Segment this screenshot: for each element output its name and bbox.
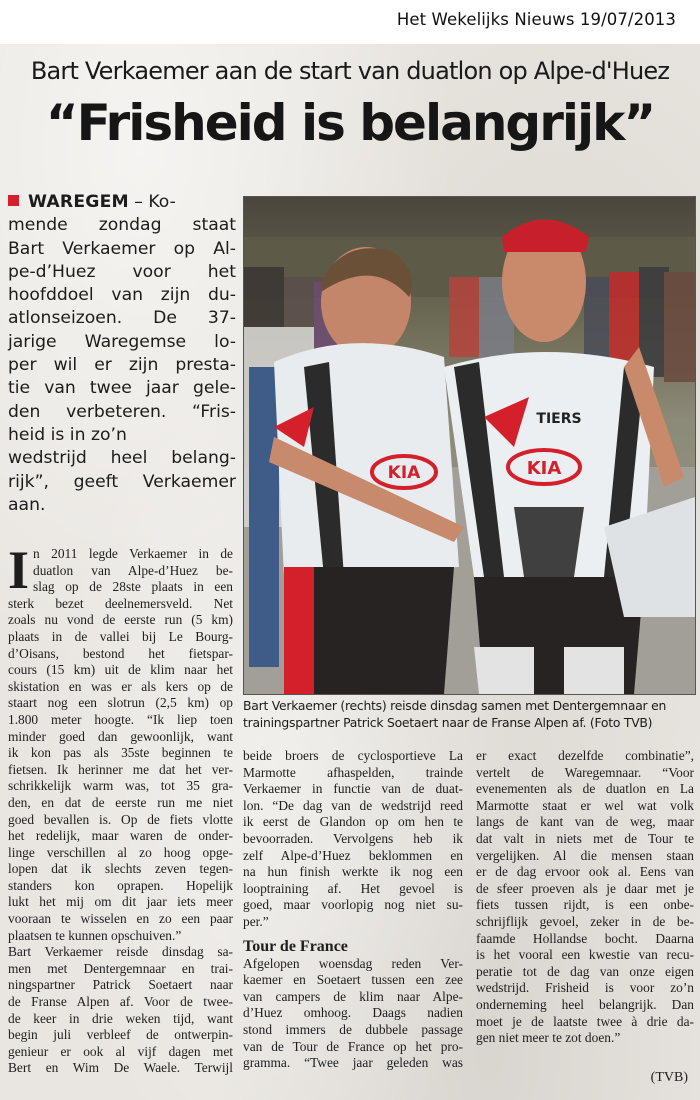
publication-date: Het Wekelijks Nieuws 19/07/2013	[396, 10, 676, 29]
lead-line: Bart Verkaemer op Al-	[8, 238, 236, 259]
photo-caption: Bart Verkaemer (rechts) reisde dinsdag samen met Dentergemnaar en trainingspartner Patrick Soetaert naar de Franse Alpen af. (Foto TVB)	[243, 698, 667, 730]
svg-text:KIA: KIA	[387, 463, 421, 483]
article-kicker: Bart Verkaemer aan de start van duatlon op Alpe-d'Huez	[30, 57, 670, 85]
lead-line: jarige Waregemse lo-	[8, 331, 236, 352]
lead-line: atlonseizoen. De 37-	[8, 308, 236, 329]
svg-text:KIA: KIA	[526, 458, 562, 479]
drop-cap: I	[8, 540, 30, 600]
author-credit: (TVB)	[650, 1070, 688, 1085]
article-lead: WAREGEM – Ko- mende zondag staat Bart Verkaemer op Al- pe-d’Huez voor het hoofddoel van zijn du- atlonseizoen. De 37- jarige Waregemse lo- per wil er zijn presta- tie van twee jaar gele- den verbeteren. “Fris- heid is in zo’n wedstrijd heel belang- rijk”, geeft Verkaemer aan.	[8, 191, 236, 517]
lead-line: rijk”, geeft Verkaemer	[8, 471, 236, 492]
article-column-2: beide broers de cyclosportieve La Marmotte afhaspelden, trainde Verkaemer in functie van de duat- lon. “De dag van de wedstrijd reed ik eerst de Glandon op om hen te bevoorraden. Vervolgens heb ik zelf Alpe-d’Huez beklommen en na hun finish werkte ik nog een looptraining af. Het gevoel is goed, maar voorlopig nog niet su- per.” Tour de France Afgelopen woensdag reden Ver- kaemer en Soetaert tussen een zee van campers de klim naar Alpe- d’Huez omhoog. Daags nadien stond immers de dubbele passage van de Tour de France op het pro- gramma. “Twee jaar geleden was	[243, 748, 463, 1071]
article-column-3: er exact dezelfde combinatie”, vertelt de Waregemnaar. “Voor evenementen als de duatlon en La Marmotte staat er wel wat volk langs de kant van de weg, maar dat valt in niets met de Tour te vergelijken. Al die mensen staan er de dag ervoor ook al. Eens van de sfeer proeven als je daar met je fiets tussen rijdt, is een onbe- schrijflijk gevoel, zeker in de be- faamde Hollandse bocht. Daarna is het vooral een kwestie van recu- peratie tot de dag van onze eigen wedstrijd. Frisheid is voor zo’n onderneming heel belangrijk. Dan moet je de laatste twee à drie da- gen niet meer te zot doen.”	[476, 748, 694, 1046]
dateline: WAREGEM	[28, 192, 129, 212]
lead-line: mende zondag staat	[8, 215, 236, 236]
article-column-1: I n 2011 legde Verkaemer in de duatlon van Alpe-d’Huez be- slag op de 28ste plaats in een sterk bezet deelnemersveld. Net zoals nu vond de eerste run (5 km) plaats in de vallei bij Le Bourg- d’Oisans, bestond het fietspar- cours (15 km) uit de klim naar het skistation en was er als kers op de staart nog een slotrun (2,5 km) op 1.800 meter hoogte. “Ik liep toen minder goed dan gewoonlijk, want ik kon pas als 35ste beginnen te fietsen. Ik herinner me dat het ver- schrikkelijk warm was, tot 35 gra- den, en dat de eerste run me niet goed bevallen is. Op de fiets vlotte het redelijk, maar waren de onder- linge verschillen al zo hoog opge- lopen dat ik slechts zeven tegen- standers kon oprapen. Hopelijk lukt het mij om dit jaar iets meer vooraan te wisselen en zo een paar plaatsen te kunnen opschuiven.” Bart Verkaemer reisde dinsdag sa- men met Dentergemnaar en trai- ningspartner Patrick Soetaert naar de Franse Alpen af. Voor de twee- de keer in drie weken tijd, want begin juli verbleef de ontwerpin- genieur er ook al vijf dagen met Bert en Wim De Waele. Terwijl	[8, 540, 233, 1076]
lead-line: pe-d’Huez voor het	[8, 261, 236, 282]
cyclists-photo-illustration	[244, 197, 695, 694]
article-headline: “Frisheid is belangrijk”	[45, 94, 655, 152]
section-subhead: Tour de France	[243, 937, 348, 955]
lead-line: tie van twee jaar gele-	[8, 378, 236, 399]
masthead	[0, 0, 700, 44]
lead-line: aan.	[8, 494, 46, 515]
article-photo	[243, 196, 696, 695]
lead-line: per wil er zijn presta-	[8, 355, 236, 376]
red-square-icon	[8, 195, 19, 206]
svg-text:TIERS: TIERS	[536, 411, 582, 427]
lead-line: hoofddoel van zijn du-	[8, 285, 236, 306]
lead-line: heid is in zo’n	[8, 424, 127, 445]
lead-line: den verbeteren. “Fris-	[8, 401, 236, 422]
lead-line: wedstrijd heel belang-	[8, 448, 236, 469]
